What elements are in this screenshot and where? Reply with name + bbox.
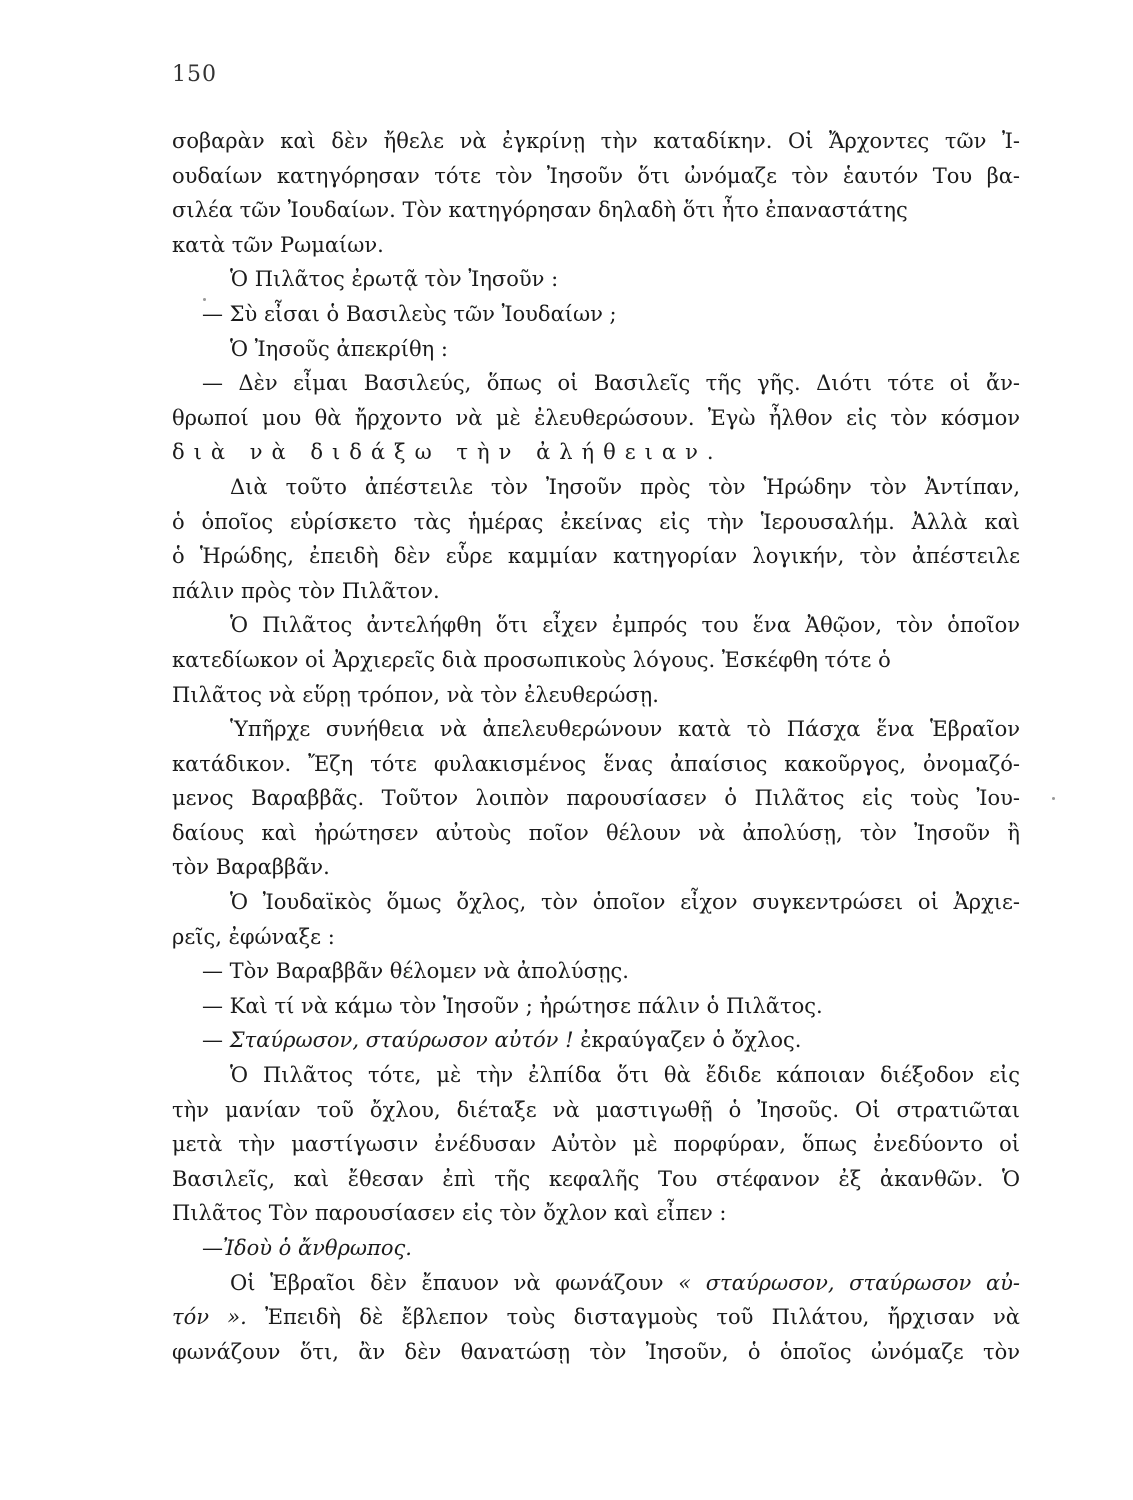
line-text: κατεδίωκον οἱ Ἀρχιερεῖς διὰ προσωπικοὺς λόγους. Ἐσκέφθη τότε ὁ — [172, 647, 891, 672]
line-text: Βασιλεῖς, καὶ ἔθεσαν ἐπὶ τῆς κεφαλῆς Του στέφανον ἐξ ἀκανθῶν. Ὁ — [172, 1166, 1020, 1191]
line-italic-text: τόν ». — [172, 1305, 247, 1330]
line-text: κατὰ τῶν Ρωμαίων. — [172, 232, 384, 257]
text-line — [172, 366, 1020, 401]
text-line — [172, 1196, 1020, 1231]
text-line — [172, 159, 1020, 194]
text-line — [172, 989, 1020, 1024]
line-text: ουδαίων κατηγόρησαν τότε τὸν Ἰησοῦν ὅτι ὠνόμαζε τὸν ἑαυτόν Του βα- — [172, 163, 1020, 188]
line-text: — — [202, 1236, 223, 1260]
print-speck — [1052, 797, 1055, 800]
line-text: μενος Βαραββᾶς. Τοῦτον λοιπὸν παρουσίασεν ὁ Πιλᾶτος εἰς τοὺς Ἰου- — [172, 786, 1020, 811]
text-line — [172, 816, 1020, 851]
line-text: Πιλᾶτος Τὸν παρουσίασεν εἰς τὸν ὄχλον καὶ εἶπεν : — [172, 1201, 727, 1226]
text-line — [172, 1300, 1020, 1335]
line-text: Ὁ Πιλᾶτος τότε, μὲ τὴν ἐλπίδα ὅτι θὰ ἔδιδε κάποιαν διέξοδον εἰς — [230, 1063, 1020, 1088]
line-text-after: Ἐπειδὴ δὲ ἔβλεπον τοὺς δισταγμοὺς τοῦ Πιλάτου, ἤρχισαν νὰ — [246, 1305, 1020, 1330]
text-line — [172, 193, 1020, 228]
text-line — [172, 920, 1020, 955]
text-line — [172, 850, 1020, 885]
line-text: — Σὺ εἶσαι ὁ Βασιλεὺς τῶν Ἰουδαίων ; — [202, 301, 617, 326]
line-text: τὸν Βαραββᾶν. — [172, 855, 330, 880]
line-text: Ὁ Ἰησοῦς ἀπεκρίθη : — [230, 336, 448, 361]
line-text: σιλέα τῶν Ἰουδαίων. Τὸν κατηγόρησαν δηλαδὴ ὅτι ἦτο ἐπαναστάτης — [172, 198, 908, 223]
text-line — [172, 297, 1020, 332]
line-text: θρωποί μου θὰ ἤρχοντο νὰ μὲ ἐλευθερώσουν. Ἐγὼ ἦλθον εἰς τὸν κόσμον — [172, 405, 1020, 430]
line-text: μετὰ τὴν μαστίγωσιν ἐνέδυσαν Αὐτὸν μὲ πορφύραν, ὅπως ἐνεδύοντο οἱ — [172, 1132, 1020, 1157]
text-line — [172, 643, 1020, 678]
line-text: Ὁ Πιλᾶτος ἐρωτᾷ τὸν Ἰησοῦν : — [230, 267, 559, 292]
text-line — [172, 1266, 1020, 1301]
text-line — [172, 678, 1020, 713]
line-text: Οἱ Ἑβραῖοι δὲν ἔπαυον νὰ φωνάζουν — [230, 1270, 679, 1295]
text-line — [172, 574, 1020, 609]
line-text: Ὑπῆρχε συνήθεια νὰ ἀπελευθερώνουν κατὰ τὸ Πάσχα ἕνα Ἑβραῖον — [230, 717, 1020, 742]
text-line — [172, 470, 1020, 505]
text-line — [172, 712, 1020, 747]
text-line — [172, 1058, 1020, 1093]
line-text: ρεῖς, ἐφώναξε : — [172, 924, 335, 949]
text-line — [172, 954, 1020, 989]
text-line — [172, 1231, 1020, 1266]
line-text: — Δὲν εἶμαι Βασιλεύς, ὅπως οἱ Βασιλεῖς τῆς γῆς. Διότι τότε οἱ ἄν- — [202, 371, 1020, 396]
text-line — [172, 1127, 1020, 1162]
line-text: δαίους καὶ ἠρώτησεν αὐτοὺς ποῖον θέλουν νὰ ἀπολύσῃ, τὸν Ἰησοῦν ἢ — [172, 820, 1020, 845]
text-line — [172, 505, 1020, 540]
print-speck — [203, 298, 206, 301]
text-line — [172, 781, 1020, 816]
line-text: τὴν μανίαν τοῦ ὄχλου, διέταξε νὰ μαστιγωθῇ ὁ Ἰησοῦς. Οἱ στρατιῶται — [172, 1097, 1020, 1122]
page-number: 150 — [172, 62, 217, 87]
text-line — [172, 747, 1020, 782]
line-italic-text: Σταύρωσον, σταύρωσον αὐτόν ! — [229, 1028, 574, 1053]
line-text: Ὁ Πιλᾶτος ἀντελήφθη ὅτι εἶχεν ἐμπρός του ἕνα Ἀθῷον, τὸν ὁποῖον — [230, 613, 1020, 638]
line-text: ὁ ὁποῖος εὑρίσκετο τὰς ἡμέρας ἐκείνας εἰς τὴν Ἱερουσαλήμ. Ἀλλὰ καὶ — [172, 509, 1020, 534]
text-line — [172, 1023, 1020, 1058]
line-text: σοβαρὰν καὶ δὲν ἤθελε νὰ ἐγκρίνῃ τὴν καταδίκην. Οἱ Ἄρχοντες τῶν Ἰ- — [172, 129, 1020, 153]
text-line — [172, 435, 1020, 470]
line-italic-text: Ἰδοὺ ὁ ἄνθρωπος. — [223, 1236, 412, 1260]
line-text: κατάδικον. Ἔζη τότε φυλακισμένος ἕνας ἀπαίσιος κακοῦργος, ὀνομαζό- — [172, 751, 1020, 776]
line-text: — Τὸν Βαραββᾶν θέλομεν νὰ ἀπολύσῃς. — [202, 959, 629, 984]
text-line — [172, 608, 1020, 643]
text-line — [172, 885, 1020, 920]
line-italic-text: « σταύρωσον, σταύρωσον αὐ- — [678, 1270, 1020, 1295]
line-text: ὁ Ἡρώδης, ἐπειδὴ δὲν εὗρε καμμίαν κατηγορίαν λογικήν, τὸν ἀπέστειλε — [172, 544, 1020, 569]
line-text: φωνάζουν ὅτι, ἂν δὲν θανατώσῃ τὸν Ἰησοῦν, ὁ ὁποῖος ὠνόμαζε τὸν — [172, 1339, 1020, 1364]
line-text: πάλιν πρὸς τὸν Πιλᾶτον. — [172, 578, 440, 603]
line-text-after: ἐκραύγαζεν ὁ ὄχλος. — [573, 1028, 802, 1053]
text-line — [172, 1162, 1020, 1197]
line-text: Ὁ Ἰουδαϊκὸς ὅμως ὄχλος, τὸν ὁποῖον εἶχον συγκεντρώσει οἱ Ἀρχιε- — [230, 890, 1020, 915]
line-text: — Καὶ τί νὰ κάμω τὸν Ἰησοῦν ; ἠρώτησε πάλιν ὁ Πιλᾶτος. — [202, 993, 823, 1018]
text-line — [172, 332, 1020, 367]
text-line — [172, 401, 1020, 436]
body-text — [172, 124, 1020, 1369]
line-text: Πιλᾶτος νὰ εὕρῃ τρόπον, νὰ τὸν ἐλευθερώσῃ. — [172, 682, 659, 707]
text-line — [172, 124, 1020, 159]
text-line — [172, 1335, 1020, 1370]
text-line — [172, 262, 1020, 297]
line-text: — — [202, 1028, 230, 1053]
text-line — [172, 539, 1020, 574]
line-text: Διὰ τοῦτο ἀπέστειλε τὸν Ἰησοῦν πρὸς τὸν Ἡρώδην τὸν Ἀντίπαν, — [230, 474, 1020, 499]
text-line — [172, 228, 1020, 263]
text-line — [172, 1093, 1020, 1128]
line-text: διὰ νὰ διδάξω τὴν ἀλήθειαν. — [172, 440, 723, 465]
